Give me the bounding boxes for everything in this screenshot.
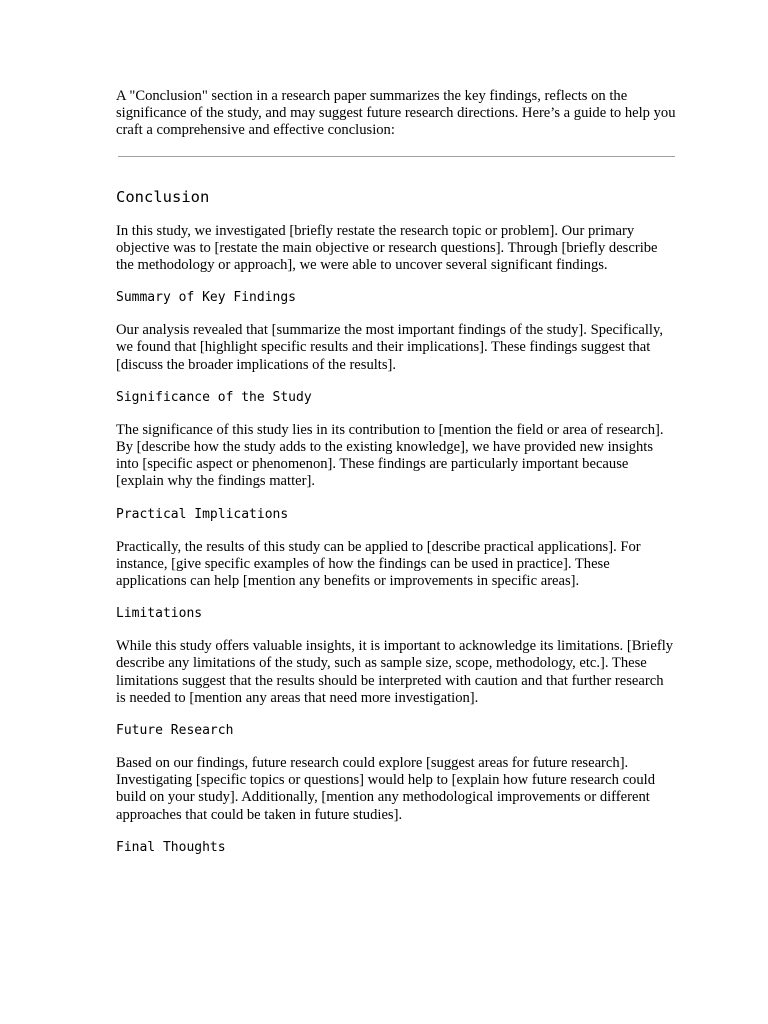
intro-paragraph: A "Conclusion" section in a research paper summarizes the key findings, reflects on the significance of the study, and may suggest future research directions. Here’s a guide to help you craft a comprehensive and effective conclusion: — [116, 88, 676, 139]
paragraph-limitations: While this study offers valuable insights, it is important to acknowledge its limitations. [Briefly describe any limitations of the study, such as sample size, scope, methodology, etc.]. These limitations suggest that the results should be interpreted with caution and that further research is needed to [mention any areas that need more investigation]. — [116, 638, 674, 706]
heading-significance-of-the-study: Significance of the Study — [116, 389, 312, 405]
paragraph-summary-of-key-findings: Our analysis revealed that [summarize the most important findings of the study]. Specifically, we found that [highlight specific results and their implications]. These findings suggest that [discuss the broader implications of the results]. — [116, 322, 663, 373]
heading-limitations: Limitations — [116, 606, 203, 622]
heading-summary-of-key-findings: Summary of Key Findings — [116, 290, 297, 306]
document-page — [116, 88, 676, 857]
paragraph-practical-implications: Practically, the results of this study can be applied to [describe practical applications]. For instance, [give specific examples of how the findings can be used in practice]. These applications can help [mention any benefits or improvements in specific areas]. — [116, 538, 641, 590]
horizontal-divider — [118, 156, 675, 157]
paragraph-significance-of-the-study: The significance of this study lies in its contribution to [mention the field or area of research]. By [describe how the study adds to the existing knowledge], we have provided new insights into [specific aspect or phenomenon]. These findings are particularly important because [explain why the findings matter]. — [116, 421, 664, 490]
heading-future-research: Future Research — [116, 723, 234, 739]
section-title: Conclusion — [116, 187, 210, 206]
opening-paragraph: In this study, we investigated [briefly restate the research topic or problem]. Our primary objective was to [restate the main objective or research questions]. Through [briefly describe the methodology or approach], we were able to uncover several significant findings. — [116, 222, 658, 274]
paragraph-future-research: Based on our findings, future research could explore [suggest areas for future research]. Investigating [specific topics or questions] would help to [explain how future research could build on your study]. Additionally, [mention any methodological improvements or different approaches that could be taken in future studies]. — [116, 755, 656, 823]
heading-practical-implications: Practical Implications — [116, 506, 289, 522]
heading-final-thoughts: Final Thoughts — [116, 839, 226, 855]
